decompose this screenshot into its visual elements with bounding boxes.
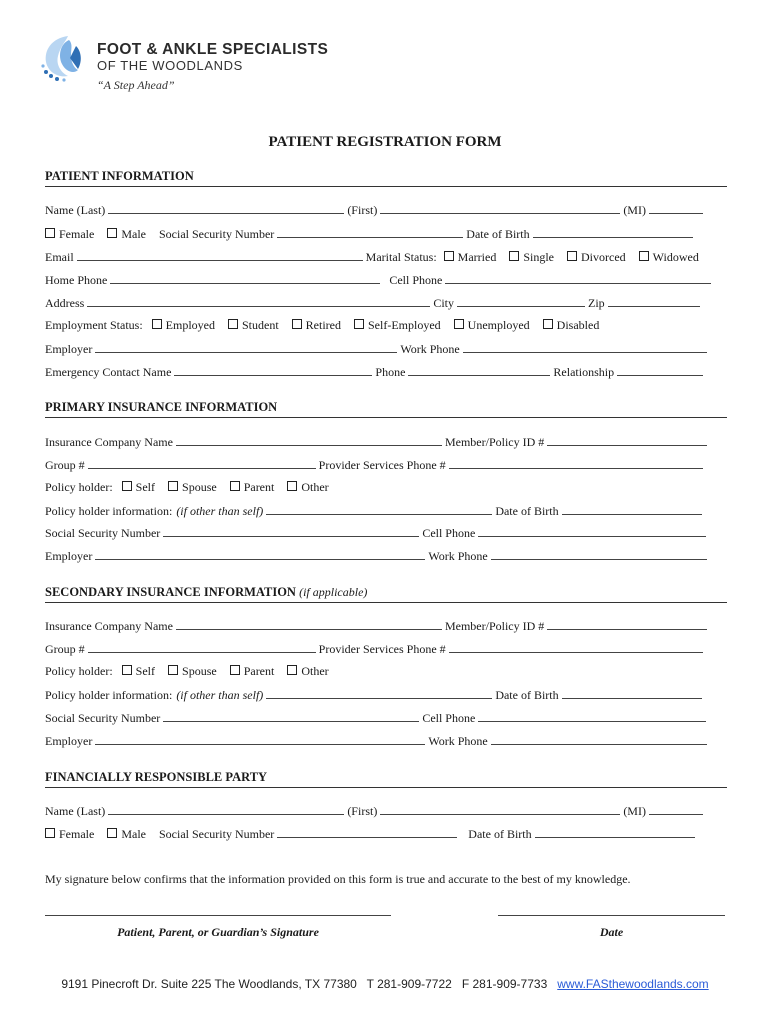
primary-ssn-row [45,525,725,541]
input-city[interactable] [457,295,585,307]
label-financial-ssn: Social Security Number [158,827,275,841]
label-ssn: Social Security Number [158,227,275,241]
input-home-phone[interactable] [110,272,380,284]
input-primary-employer[interactable] [95,548,425,560]
label-disabled: Disabled [556,318,600,332]
label-email: Email [45,250,74,264]
secondary-ssn-row [45,710,725,726]
input-primary-cell[interactable] [478,525,706,537]
input-financial-name-first[interactable] [380,803,620,815]
input-emergency-contact[interactable] [174,364,372,376]
footer [0,977,770,991]
checkbox-primary-other[interactable] [287,481,297,491]
label-primary-holder-info: Policy holder information: [45,504,173,518]
checkbox-secondary-parent[interactable] [230,665,240,675]
primary-section-heading [45,400,727,418]
secondary-holder-row [45,664,725,679]
input-secondary-cell[interactable] [478,710,706,722]
checkbox-single[interactable] [509,251,519,261]
signature-statement: My signature below confirms that the information provided on this form is true and accurate to the best of my knowledge. [45,872,631,886]
label-employer: Employer [45,342,93,356]
label-marital: Marital Status: [365,250,437,264]
input-secondary-provider-phone[interactable] [449,641,703,653]
secondary-employer-row [45,733,725,749]
financial-name-row [45,803,725,819]
footer-address: 9191 Pinecroft Dr. Suite 225 The Woodlands, TX 77380 [61,977,357,991]
input-secondary-employer[interactable] [95,733,425,745]
checkbox-student[interactable] [228,319,238,329]
input-secondary-group[interactable] [88,641,316,653]
label-zip: Zip [588,296,605,310]
patient-emergency-row [45,364,725,380]
label-emergency-contact: Emergency Contact Name [45,365,172,379]
label-unemployed: Unemployed [467,318,530,332]
input-secondary-work-phone[interactable] [491,733,707,745]
checkbox-divorced[interactable] [567,251,577,261]
patient-employment-row [45,318,725,333]
label-male: Male [121,227,146,241]
financial-gender-row [45,826,725,842]
patient-heading-text: PATIENT INFORMATION [45,169,194,183]
label-secondary-work-phone: Work Phone [428,734,488,748]
checkbox-primary-self[interactable] [122,481,132,491]
label-employed: Employed [165,318,215,332]
footer-phone: T 281-909-7722 [366,977,452,991]
label-name-last: Name (Last) [45,203,106,217]
input-zip[interactable] [608,295,700,307]
label-primary-provider-phone: Provider Services Phone # [318,458,446,472]
secondary-holder-info-row [45,687,725,703]
input-financial-ssn[interactable] [277,826,457,838]
label-primary-member: Member/Policy ID # [444,435,545,449]
brand-line-2: OF THE WOODLANDS [97,58,243,73]
primary-group-row [45,457,725,473]
label-single: Single [523,250,554,264]
tagline: “A Step Ahead” [97,78,175,92]
signature-line[interactable] [45,914,391,916]
patient-name-row [45,202,725,218]
checkbox-unemployed[interactable] [454,319,464,329]
label-secondary-provider-phone: Provider Services Phone # [318,642,446,656]
label-financial-dob: Date of Birth [468,827,532,841]
date-line[interactable] [498,914,725,916]
patient-email-row [45,249,725,265]
input-work-phone[interactable] [463,341,707,353]
label-self-employed: Self-Employed [368,318,441,332]
label-primary-other: Other [301,480,329,494]
input-cell-phone[interactable] [445,272,711,284]
checkbox-self-employed[interactable] [354,319,364,329]
checkbox-retired[interactable] [292,319,302,329]
label-name-first: (First) [347,203,378,217]
secondary-group-row [45,641,725,657]
checkbox-employed[interactable] [152,319,162,329]
label-secondary-ssn: Social Security Number [45,711,161,725]
label-primary-dob: Date of Birth [495,504,559,518]
label-primary-ssn: Social Security Number [45,526,161,540]
input-primary-provider-phone[interactable] [449,457,703,469]
checkbox-financial-female[interactable] [45,828,55,838]
label-financial-name-mi: (MI) [623,804,646,818]
form-title: PATIENT REGISTRATION FORM [268,134,502,150]
checkbox-disabled[interactable] [543,319,553,329]
label-relationship: Relationship [553,365,615,379]
input-name-last[interactable] [108,202,344,214]
input-address[interactable] [87,295,430,307]
patient-address-row [45,295,725,311]
checkbox-primary-spouse[interactable] [168,481,178,491]
foot-logo-icon [38,32,98,82]
secondary-heading-sub: (if applicable) [299,585,368,599]
primary-heading-text: PRIMARY INSURANCE INFORMATION [45,400,278,414]
label-dob: Date of Birth [466,227,530,241]
label-address: Address [45,296,85,310]
footer-website-link[interactable]: www.FASthewoodlands.com [557,977,709,991]
input-secondary-ssn[interactable] [163,710,419,722]
input-financial-name-last[interactable] [108,803,344,815]
patient-employer-row [45,341,725,357]
label-primary-self: Self [135,480,156,494]
label-primary-work-phone: Work Phone [428,549,488,563]
label-city: City [433,296,454,310]
label-financial-name-last: Name (Last) [45,804,106,818]
input-primary-work-phone[interactable] [491,548,707,560]
label-secondary-member: Member/Policy ID # [444,619,545,633]
input-emergency-phone[interactable] [408,364,550,376]
label-primary-parent: Parent [243,480,275,494]
label-home-phone: Home Phone [45,273,108,287]
label-secondary-dob: Date of Birth [495,688,559,702]
primary-employer-row [45,548,725,564]
input-primary-company[interactable] [176,434,442,446]
secondary-company-row [45,618,725,634]
input-secondary-holder-name[interactable] [266,687,492,699]
checkbox-secondary-self[interactable] [122,665,132,675]
financial-heading-text: FINANCIALLY RESPONSIBLE PARTY [45,770,268,784]
label-financial-male: Male [121,827,146,841]
label-female: Female [59,227,95,241]
label-name-mi: (MI) [623,203,646,217]
label-secondary-group: Group # [45,642,85,656]
footer-fax: F 281-909-7733 [461,977,548,991]
checkbox-widowed[interactable] [639,251,649,261]
input-financial-name-mi[interactable] [649,803,703,815]
patient-gender-row [45,226,725,242]
label-primary-holder: Policy holder: [45,480,113,494]
label-secondary-spouse: Spouse [182,664,217,678]
label-secondary-company: Insurance Company Name [45,619,173,633]
label-married: Married [457,250,497,264]
checkbox-female[interactable] [45,228,55,238]
label-retired: Retired [305,318,341,332]
input-employer[interactable] [95,341,397,353]
label-secondary-if-other: (if other than self) [176,688,264,702]
checkbox-secondary-other[interactable] [287,665,297,675]
date-label: Date [599,925,624,939]
label-primary-group: Group # [45,458,85,472]
input-primary-member[interactable] [547,434,707,446]
input-name-first[interactable] [380,202,620,214]
checkbox-married[interactable] [444,251,454,261]
label-secondary-holder: Policy holder: [45,664,113,678]
checkbox-primary-parent[interactable] [230,481,240,491]
label-cell-phone: Cell Phone [389,273,443,287]
label-secondary-other: Other [301,664,329,678]
label-secondary-employer: Employer [45,734,93,748]
label-emergency-phone: Phone [375,365,406,379]
brand-name [97,42,328,73]
label-financial-name-first: (First) [347,804,378,818]
financial-section-heading [45,770,727,788]
patient-section-heading [45,169,727,187]
checkbox-male[interactable] [107,228,117,238]
primary-holder-info-row [45,503,725,519]
input-primary-ssn[interactable] [163,525,419,537]
label-secondary-self: Self [135,664,156,678]
input-name-mi[interactable] [649,202,703,214]
secondary-section-heading [45,585,727,603]
label-widowed: Widowed [652,250,699,264]
label-primary-company: Insurance Company Name [45,435,173,449]
primary-company-row [45,434,725,450]
label-secondary-parent: Parent [243,664,275,678]
label-divorced: Divorced [581,250,626,264]
secondary-heading-text: SECONDARY INSURANCE INFORMATION [45,585,296,599]
checkbox-financial-male[interactable] [107,828,117,838]
input-primary-group[interactable] [88,457,316,469]
patient-phone-row [45,272,725,288]
input-primary-holder-name[interactable] [266,503,492,515]
label-primary-cell: Cell Phone [422,526,476,540]
label-primary-spouse: Spouse [182,480,217,494]
label-secondary-cell: Cell Phone [422,711,476,725]
input-secondary-company[interactable] [176,618,442,630]
label-secondary-holder-info: Policy holder information: [45,688,173,702]
input-dob[interactable] [533,226,693,238]
input-email[interactable] [77,249,363,261]
signature-label: Patient, Parent, or Guardian’s Signature [117,925,319,939]
label-work-phone: Work Phone [400,342,460,356]
input-primary-dob[interactable] [562,503,702,515]
label-employment: Employment Status: [45,318,143,332]
input-financial-dob[interactable] [535,826,695,838]
input-ssn[interactable] [277,226,463,238]
input-secondary-member[interactable] [547,618,707,630]
label-primary-employer: Employer [45,549,93,563]
input-relationship[interactable] [617,364,703,376]
primary-holder-row [45,480,725,495]
label-financial-female: Female [59,827,95,841]
label-student: Student [242,318,279,332]
checkbox-secondary-spouse[interactable] [168,665,178,675]
label-primary-if-other: (if other than self) [176,504,264,518]
input-secondary-dob[interactable] [562,687,702,699]
brand-line-1: FOOT & ANKLE SPECIALISTS [97,41,329,58]
